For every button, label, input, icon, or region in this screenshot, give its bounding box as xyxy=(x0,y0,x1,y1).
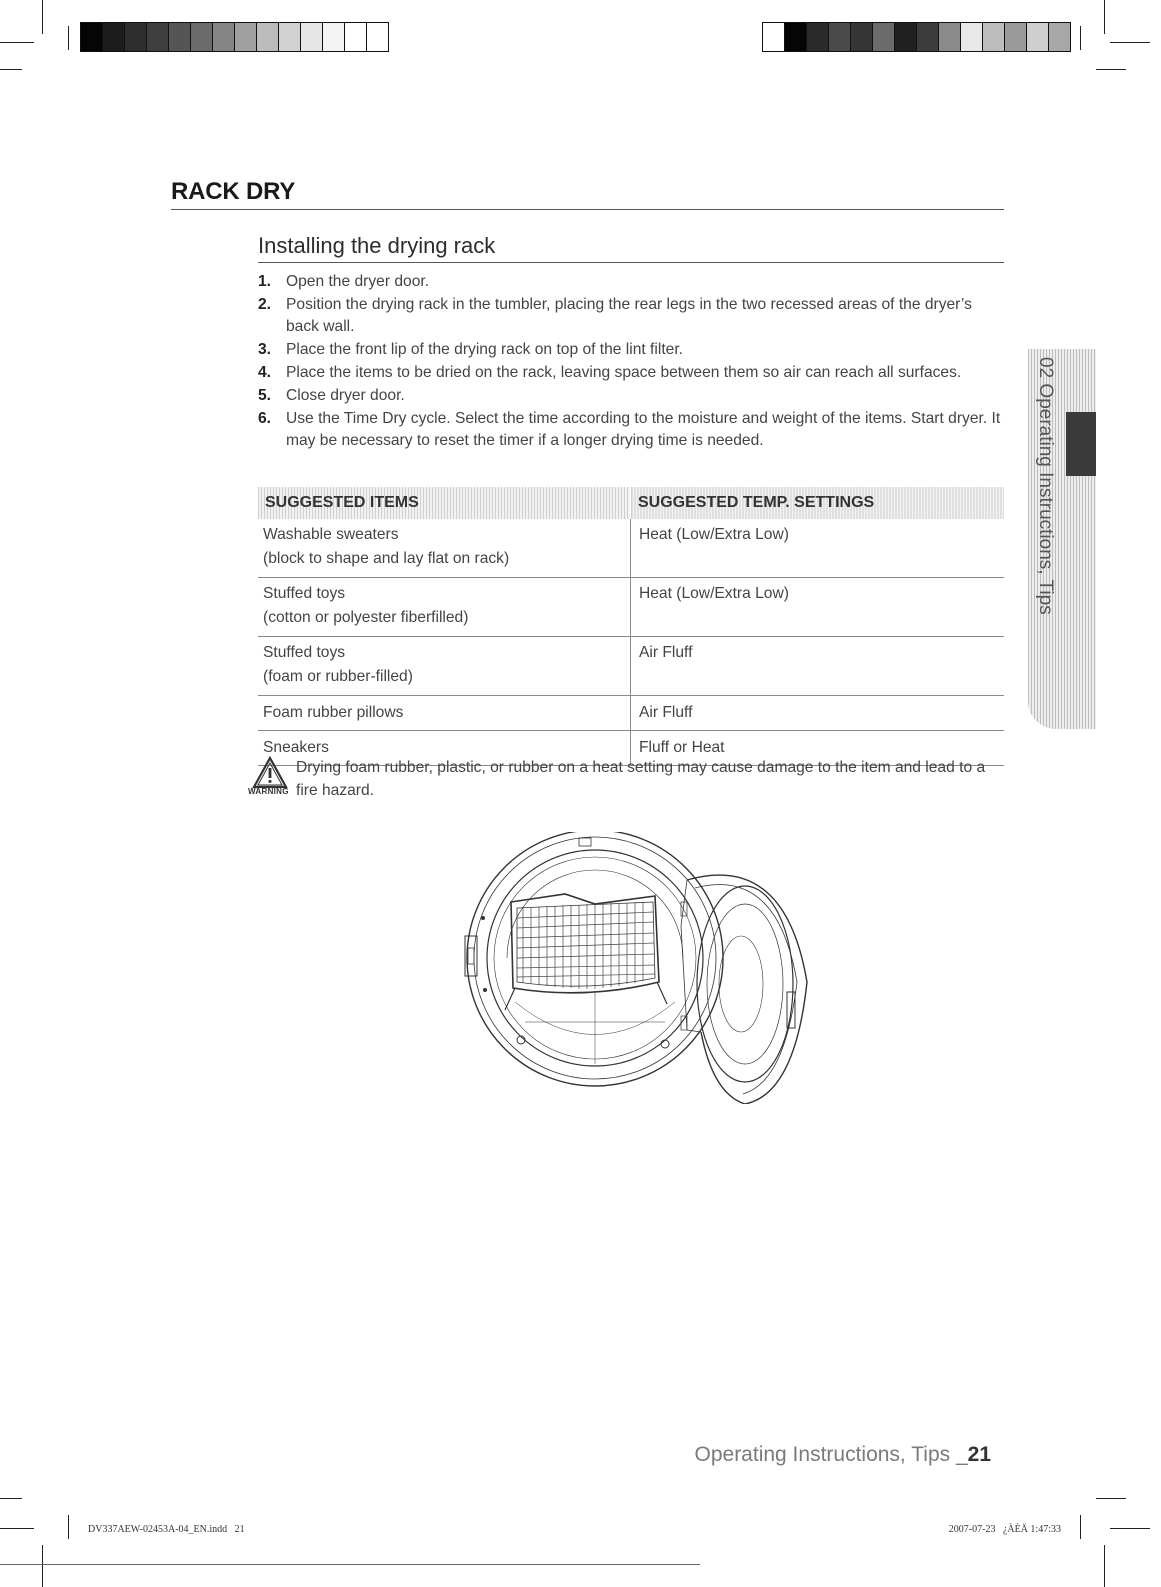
warning-triangle-icon xyxy=(252,756,288,790)
step-text: Use the Time Dry cycle. Select the time according to the moisture and weight of the items. Start dryer. It may be necessary to reset the timer if a longer drying time is needed. xyxy=(286,410,1001,449)
crop-mark xyxy=(1080,1515,1081,1539)
table-row xyxy=(258,696,1004,731)
step-text: Place the items to be dried on the rack, leaving space between them so air can reach all surfaces. xyxy=(286,364,962,381)
step-number: 3. xyxy=(258,341,272,358)
instruction-steps xyxy=(258,271,1002,453)
step-number: 6. xyxy=(258,410,272,427)
table-row xyxy=(258,637,1004,696)
step-number: 2. xyxy=(258,296,272,313)
crop-mark xyxy=(1080,26,1081,50)
print-timestamp: 2007-07-23 ¿ÀÈÄ 1:47:33 xyxy=(948,1524,1061,1535)
footer-section-name: Operating Instructions, Tips _ xyxy=(694,1443,968,1466)
trim-line xyxy=(0,1564,700,1565)
item-name: Stuffed toys xyxy=(263,585,346,602)
crop-mark xyxy=(0,42,34,43)
crop-mark xyxy=(1110,1528,1150,1529)
step-text: Place the front lip of the drying rack on top of the lint filter. xyxy=(286,341,683,358)
table-header-row xyxy=(258,487,1004,519)
table-row xyxy=(258,578,1004,637)
step-item xyxy=(258,362,1002,384)
step-number: 1. xyxy=(258,273,272,290)
setting-cell: Heat (Low/Extra Low) xyxy=(631,578,1005,637)
print-file-name: DV337AEW-02453A-04_EN.indd 21 xyxy=(88,1524,245,1535)
item-name: Stuffed toys xyxy=(263,644,346,661)
chapter-side-tab-label: 02 Operating Instructions, Tips xyxy=(1035,357,1056,615)
crop-mark xyxy=(42,0,43,34)
crop-mark xyxy=(1110,42,1150,43)
crop-mark xyxy=(0,69,22,70)
crop-mark xyxy=(68,26,69,50)
section-title: RACK DRY xyxy=(171,178,296,205)
step-text: Position the drying rack in the tumbler, placing the rear legs in the two recessed areas of the dryer’s back wall. xyxy=(286,296,972,335)
item-cell xyxy=(258,519,631,578)
chapter-side-tab-marker xyxy=(1066,412,1096,476)
section-divider xyxy=(171,209,1004,210)
item-name: Sneakers xyxy=(263,739,329,756)
step-number: 5. xyxy=(258,387,272,404)
step-number: 4. xyxy=(258,364,272,381)
step-item xyxy=(258,271,1002,293)
column-header-settings: SUGGESTED TEMP. SETTINGS xyxy=(631,487,1005,519)
step-item xyxy=(258,385,1002,407)
crop-mark xyxy=(0,1498,22,1499)
crop-mark xyxy=(68,1515,69,1539)
item-note: (foam or rubber-filled) xyxy=(263,668,413,685)
step-item xyxy=(258,408,1002,452)
color-calibration-bar xyxy=(80,22,389,52)
item-name: Foam rubber pillows xyxy=(263,704,404,721)
drying-settings-table xyxy=(258,487,1004,766)
crop-mark xyxy=(42,1545,43,1587)
setting-cell: Air Fluff xyxy=(631,637,1005,696)
step-item xyxy=(258,294,1002,338)
page-footer xyxy=(695,1443,992,1467)
item-cell xyxy=(258,637,631,696)
dryer-rack-illustration xyxy=(455,832,815,1104)
item-note: (cotton or polyester fiberfilled) xyxy=(263,609,469,626)
item-cell xyxy=(258,578,631,637)
step-text: Close dryer door. xyxy=(286,387,405,404)
color-calibration-bar xyxy=(762,22,1071,52)
item-note: (block to shape and lay flat on rack) xyxy=(263,550,510,567)
column-header-items: SUGGESTED ITEMS xyxy=(258,487,631,519)
step-item xyxy=(258,339,1002,361)
page-number: 21 xyxy=(967,1443,991,1466)
subsection-title: Installing the drying rack xyxy=(258,233,496,258)
step-text: Open the dryer door. xyxy=(286,273,430,290)
warning-text: Drying foam rubber, plastic, or rubber on a heat setting may cause damage to the item and lead to a fire hazard. xyxy=(296,759,986,799)
crop-mark xyxy=(0,1528,34,1529)
subsection-divider xyxy=(258,262,1004,263)
setting-cell: Fluff or Heat xyxy=(631,731,1005,766)
table-row xyxy=(258,519,1004,578)
item-cell xyxy=(258,696,631,731)
crop-mark xyxy=(1104,0,1105,34)
crop-mark xyxy=(1096,69,1126,70)
crop-mark xyxy=(1096,1498,1126,1499)
setting-cell: Air Fluff xyxy=(631,696,1005,731)
crop-mark xyxy=(1104,1545,1105,1587)
setting-cell: Heat (Low/Extra Low) xyxy=(631,519,1005,578)
chapter-side-tab-label-wrap xyxy=(1032,357,1056,627)
warning-label: WARNING xyxy=(248,787,289,796)
item-name: Washable sweaters xyxy=(263,526,399,543)
